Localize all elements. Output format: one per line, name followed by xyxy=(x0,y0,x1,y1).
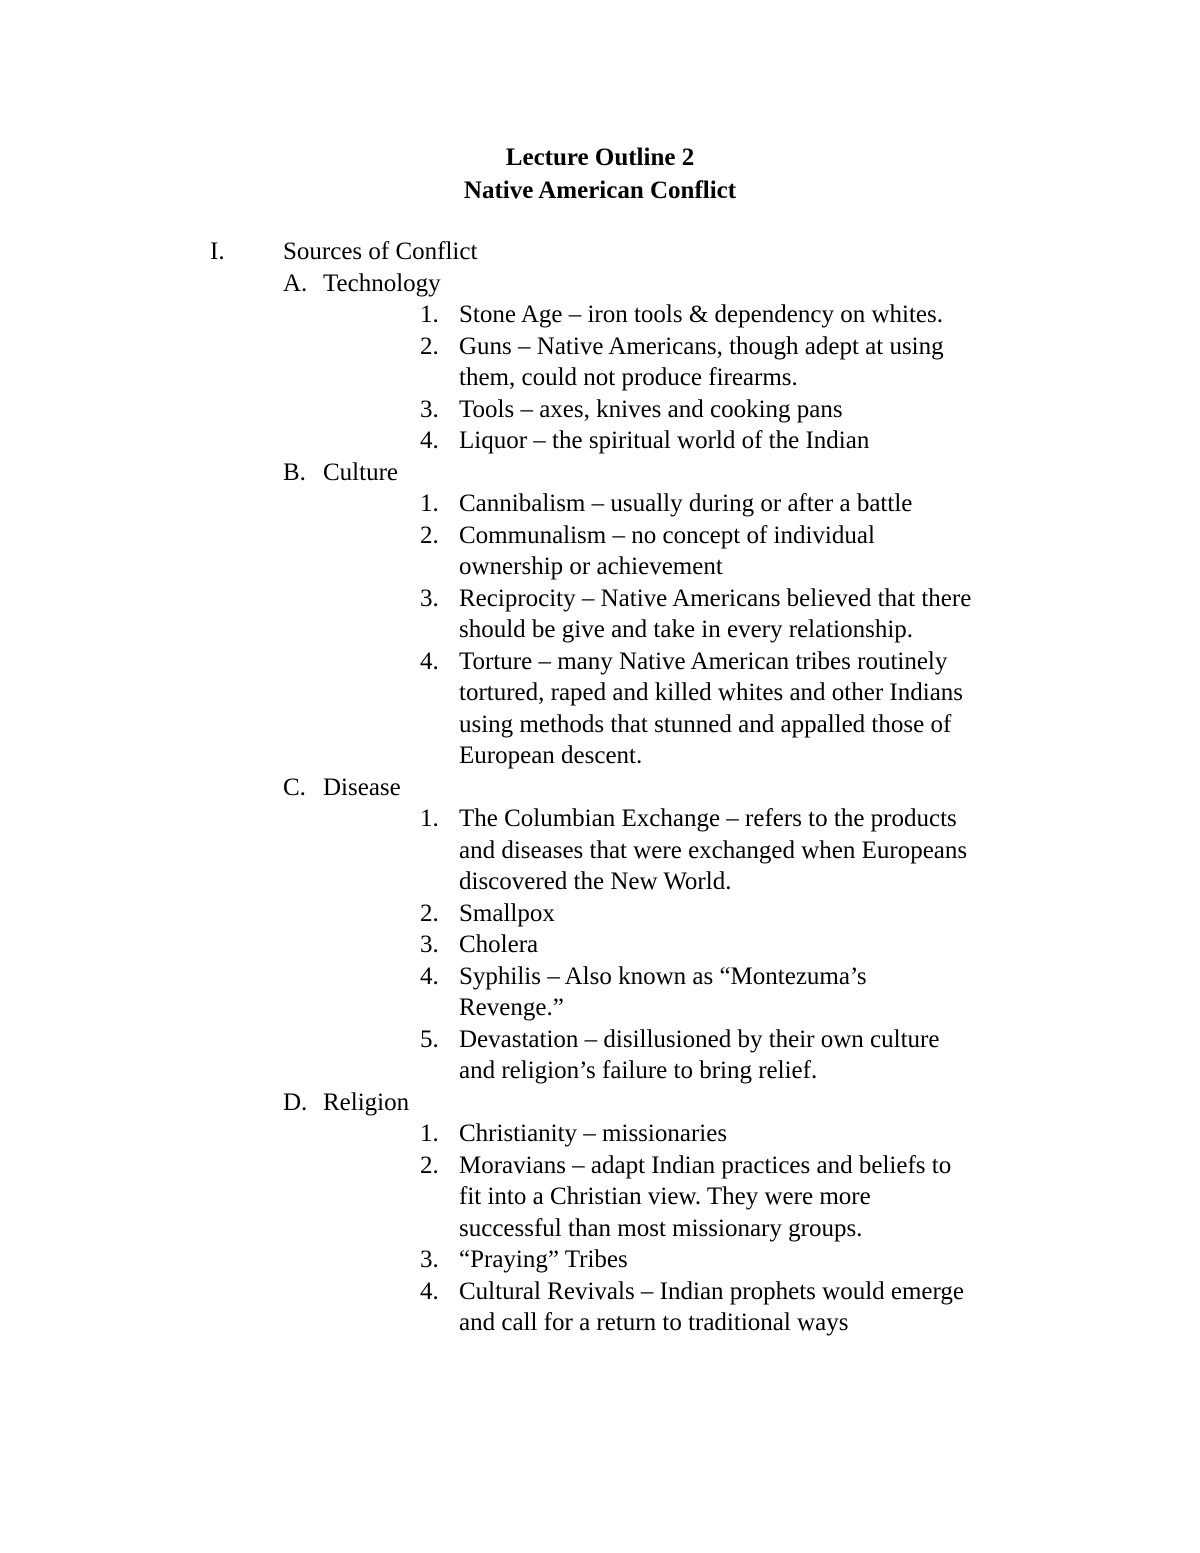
lecture-outline xyxy=(0,236,1200,1339)
outline-item-continuation xyxy=(0,992,1200,1024)
item-text: fit into a Christian view. They were more xyxy=(459,1183,871,1210)
item-marker: 2. xyxy=(420,1151,439,1179)
outline-item-continuation xyxy=(0,1213,1200,1245)
outline-item-continuation xyxy=(0,866,1200,898)
outline-item-continuation xyxy=(0,677,1200,709)
item-text: Tools – axes, knives and cooking pans xyxy=(459,395,843,423)
outline-item xyxy=(0,520,1200,552)
outline-subsection-disease xyxy=(0,772,1200,804)
outline-item xyxy=(0,488,1200,520)
outline-subsection-culture xyxy=(0,457,1200,489)
item-marker: 4. xyxy=(420,427,439,454)
outline-item-continuation xyxy=(0,614,1200,646)
item-text: them, could not produce firearms. xyxy=(459,364,798,391)
item-marker: 3. xyxy=(420,931,439,958)
item-text: using methods that stunned and appalled those of xyxy=(459,710,952,738)
item-text: Communalism – no concept of individual xyxy=(459,521,875,549)
item-text: and diseases that were exchanged when Europeans xyxy=(459,836,968,864)
item-text: Guns – Native Americans, though adept at using xyxy=(459,332,944,360)
subsection-label: Religion xyxy=(323,1088,410,1116)
item-marker: 1. xyxy=(420,301,439,328)
item-text: The Columbian Exchange – refers to the products xyxy=(459,805,957,832)
item-marker: 2. xyxy=(420,332,439,360)
item-text: should be give and take in every relationship. xyxy=(459,616,914,643)
item-marker: 2. xyxy=(420,521,439,549)
outline-item xyxy=(0,803,1200,835)
item-text: Syphilis – Also known as “Montezuma’s xyxy=(459,962,867,990)
item-text: Cultural Revivals – Indian prophets would emerge xyxy=(459,1277,964,1305)
subsection-marker: D. xyxy=(283,1088,308,1116)
outline-item xyxy=(0,583,1200,615)
outline-item-continuation xyxy=(0,1307,1200,1339)
outline-item xyxy=(0,1276,1200,1308)
outline-item-continuation xyxy=(0,709,1200,741)
outline-item-continuation xyxy=(0,835,1200,867)
item-marker: 4. xyxy=(420,962,439,990)
section-label: Sources of Conflict xyxy=(283,238,478,265)
outline-item-continuation xyxy=(0,740,1200,772)
document-title xyxy=(0,141,1200,207)
outline-item xyxy=(0,299,1200,331)
outline-item xyxy=(0,425,1200,457)
title-line-2: Native American Conflict xyxy=(463,177,737,204)
outline-item xyxy=(0,961,1200,993)
item-marker: 1. xyxy=(420,490,439,517)
outline-item xyxy=(0,1150,1200,1182)
outline-item xyxy=(0,331,1200,363)
item-text: Smallpox xyxy=(459,899,555,927)
item-text: successful than most missionary groups. xyxy=(459,1214,863,1242)
subsection-marker: C. xyxy=(283,773,306,801)
item-text: and call for a return to traditional ways xyxy=(459,1309,849,1336)
item-marker: 1. xyxy=(420,1120,439,1147)
outline-item xyxy=(0,646,1200,678)
item-text: Revenge.” xyxy=(459,994,564,1021)
item-text: Devastation – disillusioned by their own culture xyxy=(459,1025,940,1053)
outline-item xyxy=(0,1118,1200,1150)
item-marker: 1. xyxy=(420,805,439,832)
subsection-label: Culture xyxy=(323,458,398,486)
item-text: Cannibalism – usually during or after a battle xyxy=(459,490,913,517)
item-text: ownership or achievement xyxy=(459,553,723,580)
item-marker: 3. xyxy=(420,584,439,612)
item-marker: 2. xyxy=(420,899,439,927)
outline-item-continuation xyxy=(0,1055,1200,1087)
outline-section-i xyxy=(0,236,1200,268)
item-text: discovered the New World. xyxy=(459,868,732,895)
outline-item xyxy=(0,394,1200,426)
outline-item xyxy=(0,898,1200,930)
outline-item xyxy=(0,1024,1200,1056)
item-text: European descent. xyxy=(459,742,643,769)
subsection-marker: B. xyxy=(283,458,306,486)
item-text: Moravians – adapt Indian practices and beliefs to xyxy=(459,1151,952,1179)
item-text: Stone Age – iron tools & dependency on whites. xyxy=(459,301,943,328)
item-marker: 4. xyxy=(420,647,439,675)
section-marker: I. xyxy=(210,238,225,265)
outline-item-continuation xyxy=(0,1181,1200,1213)
item-marker: 3. xyxy=(420,395,439,423)
outline-subsection-technology xyxy=(0,268,1200,300)
subsection-label: Technology xyxy=(323,269,441,297)
item-text: Cholera xyxy=(459,931,539,958)
item-text: Liquor – the spiritual world of the Indian xyxy=(459,427,870,454)
item-text: Torture – many Native American tribes routinely xyxy=(459,647,948,675)
item-text: Christianity – missionaries xyxy=(459,1120,728,1147)
subsection-label: Disease xyxy=(323,773,401,801)
outline-subsection-religion xyxy=(0,1087,1200,1119)
item-text: tortured, raped and killed whites and other Indians xyxy=(459,679,964,706)
outline-item-continuation xyxy=(0,551,1200,583)
item-marker: 3. xyxy=(420,1246,439,1273)
outline-item-continuation xyxy=(0,362,1200,394)
item-text: “Praying” Tribes xyxy=(459,1246,628,1273)
outline-item xyxy=(0,1244,1200,1276)
subsection-marker: A. xyxy=(283,269,308,297)
item-text: Reciprocity – Native Americans believed that there xyxy=(459,584,972,612)
outline-item xyxy=(0,929,1200,961)
item-text: and religion’s failure to bring relief. xyxy=(459,1057,818,1084)
title-line-1: Lecture Outline 2 xyxy=(505,144,695,171)
item-marker: 5. xyxy=(420,1025,439,1053)
item-marker: 4. xyxy=(420,1277,439,1305)
